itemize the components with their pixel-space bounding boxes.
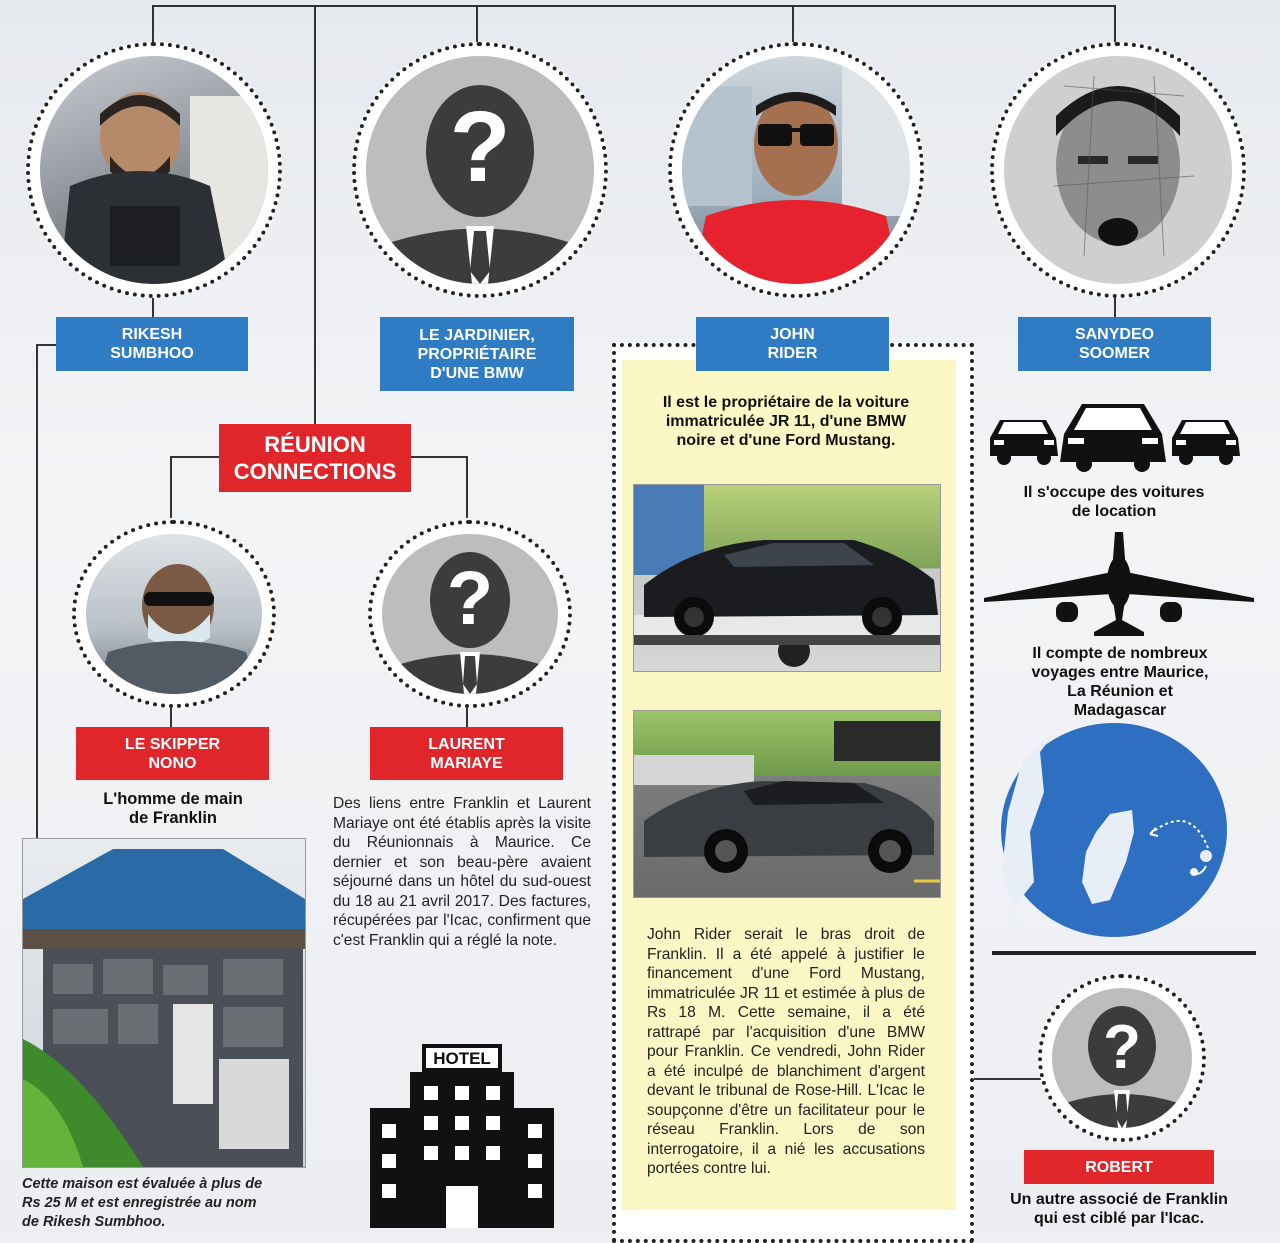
portrait-robert bbox=[1038, 974, 1206, 1142]
connector bbox=[170, 456, 172, 518]
portrait-john bbox=[668, 42, 924, 298]
unknown-person-icon bbox=[382, 534, 558, 694]
connector bbox=[1114, 295, 1116, 317]
caption-house: Cette maison est évaluée à plus de Rs 25 M et est enregistrée au nom de Rikesh Sumbhoo. bbox=[22, 1176, 263, 1230]
connector bbox=[36, 344, 38, 840]
connector bbox=[476, 5, 478, 45]
svg-text:?: ? bbox=[449, 91, 511, 203]
hotel-building-icon bbox=[370, 1036, 554, 1228]
person-photo-icon bbox=[682, 56, 910, 284]
unknown-person-icon bbox=[366, 56, 594, 284]
label-john: JOHN RIDER bbox=[696, 317, 889, 371]
svg-text:?: ? bbox=[1103, 1013, 1141, 1082]
car-icon bbox=[988, 398, 1240, 472]
portrait-skipper bbox=[72, 520, 276, 708]
hotel-sign: HOTEL bbox=[433, 1049, 491, 1068]
connector bbox=[1114, 5, 1116, 45]
airplane-icon bbox=[984, 532, 1254, 638]
bmw-photo bbox=[633, 484, 941, 672]
portrait-jardinier bbox=[352, 42, 608, 298]
unknown-person-icon bbox=[1052, 988, 1192, 1128]
person-photo-icon bbox=[1004, 56, 1232, 284]
caption-laurent: Des liens entre Franklin et Laurent Mariaye ont été établis après la visite du Réunionnais à Maurice. Ce dernier et son beau-père avaient séjourné dans un hôtel du sud-ouest du 18 au 21 avril 2017. Des factures, récupérées par l'Icac, confirment que c'est Franklin qui a réglé la note. bbox=[333, 795, 591, 949]
car-photo-icon bbox=[634, 485, 940, 671]
person-photo-icon bbox=[86, 534, 262, 694]
caption-skipper: L'homme de main de Franklin bbox=[103, 790, 243, 827]
house-icon bbox=[23, 839, 305, 1167]
madagascar-mauritius-map bbox=[1000, 722, 1228, 938]
house-photo bbox=[22, 838, 306, 1168]
svg-text:?: ? bbox=[446, 556, 494, 641]
connector bbox=[314, 5, 316, 425]
label-sanydeo: SANYDEO SOOMER bbox=[1018, 317, 1211, 371]
caption-sanydeo-cars: Il s'occupe des voitures de location bbox=[1023, 484, 1205, 520]
caption-john-owner: Il est le propriétaire de la voiture immatriculée JR 11, d'une BMW noire et d'une Ford Mustang. bbox=[662, 394, 910, 449]
connector bbox=[170, 456, 220, 458]
label-skipper: LE SKIPPER NONO bbox=[76, 727, 269, 780]
label-jardinier: LE JARDINIER, PROPRIÉTAIRE D'UNE BMW bbox=[380, 317, 574, 391]
label-reunion-connections: RÉUNION CONNECTIONS bbox=[219, 424, 411, 492]
label-robert: ROBERT bbox=[1024, 1150, 1214, 1184]
john-description: John Rider serait le bras droit de Franklin. Il a été appelé à justifier le financement d'une Ford Mustang, immatriculée JR 11 et estimée à plus de Rs 18 M. Cette semaine, il a été rattrapé par l'acquisition d'une BMW pour Franklin. Ce vendredi, John Rider a été inculpé de blanchiment d'argent devant le tribunal de Rose-Hill. L'Icac le soupçonne d'être un facilitateur pour le réseau Franklin. Lors de son interrogatoire, il a nié les accusations portées contre lui. bbox=[647, 926, 925, 1177]
portrait-rikesh bbox=[26, 42, 282, 298]
connector bbox=[410, 456, 468, 458]
car-photo-icon bbox=[634, 711, 940, 897]
portrait-sanydeo bbox=[990, 42, 1246, 298]
connector bbox=[792, 5, 794, 45]
label-rikesh: RIKESH SUMBHOO bbox=[56, 317, 248, 371]
person-photo-icon bbox=[40, 56, 268, 284]
label-laurent: LAURENT MARIAYE bbox=[370, 727, 563, 780]
connector bbox=[152, 295, 154, 317]
connector bbox=[36, 344, 56, 346]
connector bbox=[964, 1078, 1044, 1080]
connector bbox=[466, 456, 468, 518]
top-connector bbox=[152, 5, 1116, 7]
divider bbox=[992, 951, 1256, 955]
caption-robert: Un autre associé de Franklin qui est ciblé par l'Icac. bbox=[1010, 1191, 1228, 1227]
connector bbox=[152, 5, 154, 45]
mustang-photo bbox=[633, 710, 941, 898]
caption-sanydeo-travel: Il compte de nombreux voyages entre Maurice, La Réunion et Madagascar bbox=[1031, 645, 1209, 719]
portrait-laurent bbox=[368, 520, 572, 708]
